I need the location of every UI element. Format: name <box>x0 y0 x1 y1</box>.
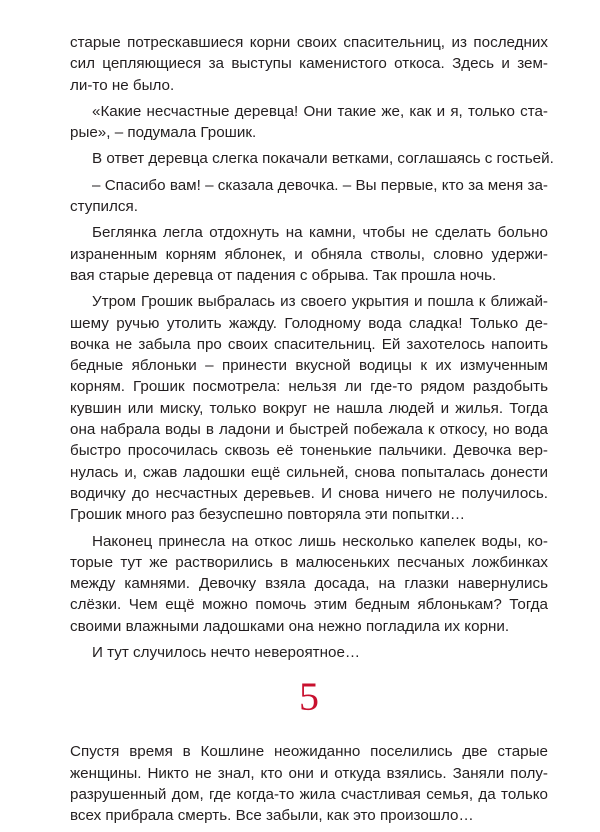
text-line: нулась и, сжав ладошки ещё сильней, снова попыталась донести <box>70 463 548 481</box>
text-line: бедные яблоньки – принести вкусной водицы к их измученным <box>70 357 548 375</box>
text-after-chapter <box>70 741 548 826</box>
text-line: ли-то не было. <box>70 76 175 94</box>
text-line: ступился. <box>70 198 138 216</box>
text-line: своими влажными ладошками она нежно погладила их корни. <box>70 617 510 635</box>
text-line: рые», – подумала Грошик. <box>70 124 257 142</box>
paragraph <box>70 291 548 525</box>
text-before-chapter <box>70 32 554 663</box>
text-line: быстро просочилась сквозь её тоненькие пальчики. Девочка вер- <box>70 442 548 460</box>
text-line: Беглянка легла отдохнуть на камни, чтобы не сделать больно <box>92 224 548 242</box>
text-line: вая старые деревца от падения с обрыва. Так прошла ночь. <box>70 266 497 284</box>
text-line: израненным корням яблонек, и обняла стволы, словно удержи- <box>70 245 548 263</box>
paragraph <box>70 101 548 144</box>
paragraph <box>70 222 548 286</box>
text-line: В ответ деревца слегка покачали ветками, соглашаясь с гостьей. <box>92 150 554 168</box>
text-line: женщины. Никто не знал, кто они и откуда взялись. Заняли полу- <box>70 764 548 782</box>
text-line: разрушенный дом, где когда-то жила счастливая семья, да только <box>70 785 548 803</box>
text-line: сил цепляющиеся за выступы каменистого откоса. Здесь и зем- <box>70 55 548 73</box>
paragraph <box>70 32 548 96</box>
text-line: – Спасибо вам! – сказала девочка. – Вы первые, кто за меня за- <box>92 176 548 194</box>
paragraph <box>70 175 548 218</box>
paragraph <box>70 741 548 826</box>
paragraph <box>70 531 548 637</box>
text-line: она набрала воды в ладони и быстрей побежала к откосу, но вода <box>70 421 548 439</box>
text-line: И тут случилось нечто невероятное… <box>92 644 361 662</box>
text-line: «Какие несчастные деревца! Они такие же, как и я, только ста- <box>92 102 548 120</box>
text-line: старые потрескавшиеся корни своих спасительниц, из последних <box>70 34 548 51</box>
book-page <box>70 32 554 832</box>
paragraph <box>70 642 548 663</box>
text-line: корням. Грошик посмотрела: нельзя ли где-то рядом раздобыть <box>70 378 548 396</box>
chapter-number: 5 <box>299 674 319 720</box>
paragraph <box>70 148 554 169</box>
text-line: торые тут же растворились в малюсеньких песчаных ложбинках <box>70 553 548 571</box>
text-line: Утром Грошик выбралась из своего укрытия и пошла к ближай- <box>92 293 548 311</box>
text-line: между камнями. Девочку взяла досада, на глазки навернулись <box>70 575 548 593</box>
text-line: Наконец принесла на откос лишь несколько капелек воды, ко- <box>92 532 548 550</box>
text-line: слёзки. Чем ещё можно помочь этим бедным яблонькам? Тогда <box>70 596 548 614</box>
text-line: водичку до несчастных деревьев. И снова ничего не получилось. <box>70 484 548 502</box>
text-line: шему ручью утолить жажду. Голодному вода сладка! Только де- <box>70 314 548 332</box>
text-line: Спустя время в Кошлине неожиданно поселились две старые <box>70 743 548 761</box>
text-line: Грошик много раз безуспешно повторяла эти попытки… <box>70 506 466 524</box>
text-line: кувшин или миску, только вокруг не нашла людей и жилья. Тогда <box>70 399 548 417</box>
text-line: вочка не забыла про своих спасительниц. Ей захотелось напоить <box>70 335 548 353</box>
text-line: всех прибрала смерть. Все забыли, как это произошло… <box>70 807 474 825</box>
